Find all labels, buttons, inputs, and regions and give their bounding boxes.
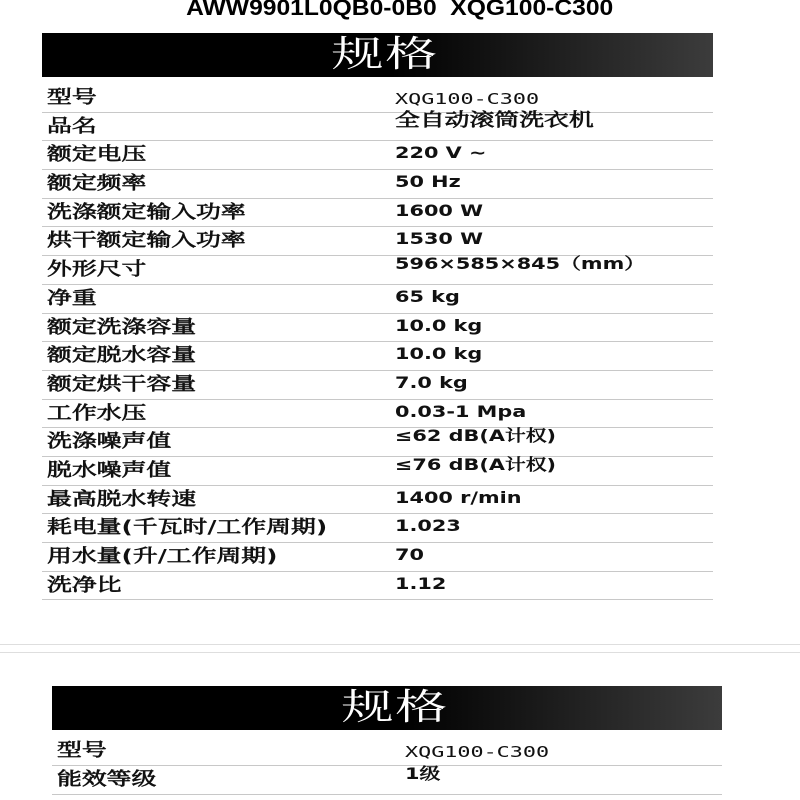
spec-row-spin-noise xyxy=(42,454,713,486)
spec-row-spin-capacity xyxy=(42,342,713,371)
spec-row-dimensions xyxy=(42,256,713,285)
spec-label: 型号 xyxy=(47,87,97,108)
spec-value: 50 Hz xyxy=(395,172,461,192)
spec-row-model xyxy=(42,84,713,113)
section-divider xyxy=(0,644,800,645)
section-divider xyxy=(0,652,800,653)
spec-value: 7.0 kg xyxy=(395,372,468,392)
spec-row-washing-ratio xyxy=(42,572,713,601)
spec-value: 1400 r/min xyxy=(395,487,522,507)
spec-label: 外形尺寸 xyxy=(47,259,147,281)
spec-label: 额定脱水容量 xyxy=(47,345,197,367)
spec-value: 70 xyxy=(395,545,424,564)
spec-row-water-consumption xyxy=(42,543,713,572)
spec-row-water-pressure xyxy=(42,400,713,429)
spec-label: 净重 xyxy=(47,287,97,309)
spec-row-model xyxy=(52,737,722,766)
spec-label: 型号 xyxy=(57,740,107,761)
spec-banner xyxy=(42,33,713,77)
spec-banner xyxy=(52,686,722,730)
spec-value: 1.023 xyxy=(395,516,461,536)
spec-value: 1.12 xyxy=(395,573,447,593)
spec-row-wash-input-power xyxy=(42,199,713,228)
banner-title: 规格 xyxy=(331,34,440,75)
spec-label: 额定电压 xyxy=(47,144,147,166)
spec-label: 最高脱水转速 xyxy=(47,488,197,510)
spec-value: XQG100-C300 xyxy=(405,743,550,761)
spec-label: 额定频率 xyxy=(47,173,147,195)
spec-row-net-weight xyxy=(42,285,713,314)
spec-label: 烘干额定输入功率 xyxy=(47,230,246,252)
spec-label: 工作水压 xyxy=(47,402,147,424)
spec-row-max-spin-speed xyxy=(42,486,713,515)
spec-row-product-name xyxy=(42,109,713,142)
spec-label: 耗电量(千瓦时/工作周期) xyxy=(47,517,328,539)
spec-value: 1530 W xyxy=(395,229,484,249)
banner-title: 规格 xyxy=(341,687,449,728)
spec-row-dry-capacity xyxy=(42,371,713,400)
spec-label: 洗涤额定输入功率 xyxy=(47,201,246,223)
spec-row-rated-frequency xyxy=(42,170,713,199)
spec-value: XQG100-C300 xyxy=(395,90,540,108)
spec-value: 0.03-1 Mpa xyxy=(395,401,527,421)
spec-label: 能效等级 xyxy=(57,769,157,790)
spec-table xyxy=(42,84,713,600)
spec-label: 用水量(升/工作周期) xyxy=(47,546,278,567)
spec-value: 220 V ~ xyxy=(395,143,487,163)
spec-value: 1级 xyxy=(405,764,441,783)
model-code-text: AWW9901L0QB0-0B0 XQG100-C300 xyxy=(186,0,614,20)
spec-label: 额定洗涤容量 xyxy=(47,316,197,338)
spec-label: 洗净比 xyxy=(47,574,122,596)
spec-label: 洗涤噪声值 xyxy=(47,431,172,453)
spec-row-energy-efficiency-grade xyxy=(52,766,722,795)
spec-value: 596×585×845（mm） xyxy=(395,254,646,274)
spec-value: ≤76 dB(A计权) xyxy=(395,454,557,474)
spec-value: 全自动滚筒洗衣机 xyxy=(395,109,594,131)
spec-label: 额定烘干容量 xyxy=(47,373,197,395)
spec-row-energy-consumption xyxy=(42,514,713,543)
spec-value: 10.0 kg xyxy=(395,315,483,335)
spec-row-wash-noise xyxy=(42,428,713,457)
spec-label: 品名 xyxy=(47,115,97,137)
spec-row-rated-voltage xyxy=(42,141,713,170)
spec-row-wash-capacity xyxy=(42,314,713,343)
spec-table xyxy=(52,737,722,795)
model-code-header xyxy=(0,0,800,19)
spec-value: 1600 W xyxy=(395,200,484,220)
spec-label: 脱水噪声值 xyxy=(47,459,172,481)
spec-value: 65 kg xyxy=(395,286,460,306)
spec-value: ≤62 dB(A计权) xyxy=(395,426,557,446)
spec-value: 10.0 kg xyxy=(395,344,483,364)
